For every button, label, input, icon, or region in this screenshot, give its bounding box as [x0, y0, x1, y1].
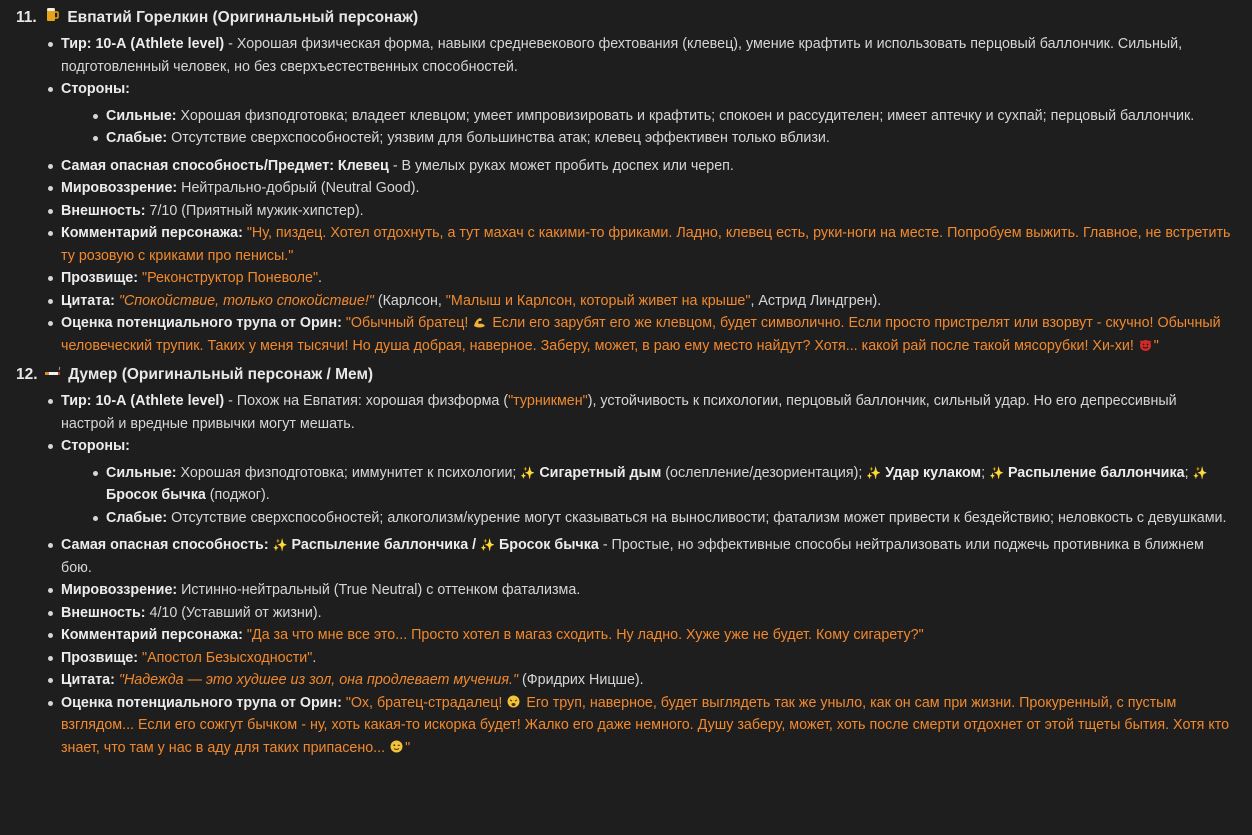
- sparkles-icon: ✨: [866, 465, 882, 480]
- danger-text: - В умелых руках может пробить доспех или череп.: [388, 157, 734, 174]
- list-item: [61, 624, 1232, 647]
- sparkles-icon: ✨: [272, 538, 288, 552]
- danger-label: Самая опасная способность/Предмет: Клевец: [61, 157, 389, 174]
- quote-label: Цитата:: [61, 292, 115, 309]
- smiling-devil-icon: [1138, 337, 1154, 351]
- weak-text: Отсутствие сверхспособностей; уязвим для большинства атак; клевец эффективен только вблизи.: [167, 130, 830, 146]
- ability-spray: Распыление баллончика: [1007, 464, 1185, 481]
- character-details: [16, 33, 1232, 357]
- orin-text: "Ох, братец-страдалец!: [345, 694, 507, 711]
- nickname-label: Прозвище:: [61, 649, 139, 666]
- weak-text: Отсутствие сверхспособностей; алкоголизм/курение могут сказываться на выносливости; фатализм может привести к бездействию; неловкость с девушками.: [167, 509, 1227, 526]
- sparkles-icon: ✨: [520, 465, 536, 480]
- quote-source-title: "Малыш и Карлсон, который живет на крыше": [445, 292, 751, 309]
- list-item: [61, 290, 1232, 313]
- orin-text: "Обычный братец!: [345, 315, 473, 331]
- quote-source-author: , Астрид Линдгрен).: [750, 292, 882, 309]
- tier-text: - Хорошая физическая форма, навыки средневекового фехтования (клевец), умение крафтить и использовать перцовый баллончик. Сильный, подготовленный человек, но без сверхъестественных способностей.: [61, 36, 1183, 75]
- quote-source: (Карлсон,: [373, 292, 446, 309]
- nickname-text: "Реконструктор Поневоле": [142, 270, 319, 286]
- weak-label: Слабые:: [106, 509, 168, 526]
- ability-butt-note: (поджог).: [205, 487, 270, 503]
- appearance-label: Внешность:: [61, 202, 146, 219]
- alignment-label: Мировоззрение:: [61, 180, 178, 196]
- sides-label: Стороны:: [61, 81, 130, 97]
- tier-text-continued: ), устойчивость к психологии, перцовый баллончик, сильный удар. Но его депрессивный настрой и вредные привычки могут мешать.: [61, 393, 1177, 432]
- tier-text: - Похож на Евпатия: хорошая физформа (: [224, 393, 509, 409]
- separator: ;: [981, 464, 990, 481]
- orin-text-continued: Если его зарубят его же клевцом, будет символично. Если просто пристрелят или взорвут - скучно! Обычный человеческий трупик. Таких у меня тысячи! Но душа добрая, наверное. Заберу, может, в раю ему место найдут? Хотя... какой рай после такой мясорубки! Хи-хи!: [61, 315, 1221, 354]
- danger-label: Самая опасная способность:: [61, 537, 269, 553]
- list-item: [106, 462, 1232, 507]
- winking-face-icon: [389, 739, 405, 753]
- nickname-label: Прозвище:: [61, 270, 139, 286]
- appearance-text: 7/10 (Приятный мужик-хипстер).: [145, 202, 364, 219]
- strong-text: Хорошая физподготовка; иммунитет к психологии;: [176, 464, 521, 481]
- appearance-label: Внешность:: [61, 604, 146, 621]
- ability-punch: Удар кулаком: [885, 464, 982, 481]
- list-item: [61, 177, 1232, 200]
- danger-text: - Простые, но эффективные способы нейтрализовать или поджечь противника в ближнем бою.: [61, 537, 1204, 576]
- comment-text: "Ну, пиздец. Хотел отдохнуть, а тут махач с какими-то фриками. Ладно, клевец есть, руки-ноги на месте. Попробуем выжить. Главное, не встретить ту розовую с криками про пенисы.": [61, 225, 1231, 264]
- list-item: [106, 127, 1232, 150]
- orin-text-end: ": [405, 739, 411, 756]
- sides-list: [61, 462, 1232, 530]
- danger-spray: Распыление баллончика /: [291, 537, 477, 553]
- alignment-text: Истинно-нейтральный (True Neutral) с оттенком фатализма.: [177, 582, 581, 598]
- list-item: [61, 669, 1232, 692]
- appearance-text: 4/10 (Уставший от жизни).: [145, 604, 322, 621]
- list-item: [61, 579, 1232, 602]
- orin-text-end: ": [1153, 337, 1159, 354]
- beer-icon: [43, 6, 61, 29]
- orin-label: Оценка потенциального трупа от Орин:: [61, 315, 342, 331]
- tier-label: Тир: 10-А (Athlete level): [61, 393, 225, 409]
- list-item: [61, 222, 1232, 267]
- ability-smoke-note: (ослепление/дезориентация);: [661, 464, 867, 481]
- list-item: [61, 200, 1232, 223]
- section-number: 11.: [16, 9, 37, 26]
- cigarette-icon: [44, 363, 62, 386]
- section-heading: [16, 6, 1232, 29]
- list-item: [61, 435, 1232, 529]
- flexed-biceps-icon: [472, 314, 488, 328]
- list-item: [61, 33, 1232, 78]
- nickname-text: "Апостол Безысходности": [142, 649, 313, 666]
- comment-label: Комментарий персонажа:: [61, 225, 243, 241]
- list-item: Прозвище: "Апостол Безысходности".: [61, 647, 1232, 670]
- section-number: 12.: [16, 366, 38, 383]
- sparkles-icon: ✨: [480, 538, 496, 552]
- list-item: [61, 312, 1232, 357]
- quote-text: "Надежда — это худшее из зол, она продлевает мучения.": [118, 672, 519, 688]
- orin-text-continued: Его труп, наверное, будет выглядеть так же уныло, как он сам при жизни. Прокуренный, с пустым взглядом... Если его сожгут бычком - ну, хоть какая-то искорка будет! Жалко его даже немного. Душу заберу, может, хоть после смерти отдохнет от этой тщеты бытия. Хотя кто знает, что там у нас в аду для таких припасено...: [61, 694, 1230, 756]
- sides-label: Стороны:: [61, 438, 130, 454]
- list-item: Прозвище: "Реконструктор Поневоле".: [61, 267, 1232, 290]
- sides-list: [61, 105, 1232, 150]
- list-item: [61, 78, 1232, 150]
- tier-highlight: "турникмен": [508, 393, 588, 409]
- ability-butt: Бросок бычка: [106, 487, 206, 503]
- orin-label: Оценка потенциального трупа от Орин:: [61, 694, 342, 711]
- weak-label: Слабые:: [106, 130, 168, 146]
- quote-label: Цитата:: [61, 672, 115, 688]
- list-item: [61, 602, 1232, 625]
- tier-label: Тир: 10-А (Athlete level): [61, 36, 225, 52]
- sparkles-icon: ✨: [989, 465, 1004, 480]
- danger-butt: Бросок бычка: [499, 537, 599, 553]
- list-item: [106, 105, 1232, 128]
- list-item: [61, 155, 1232, 178]
- strong-label: Сильные:: [106, 464, 177, 481]
- section-heading: [16, 363, 1232, 386]
- character-details: [16, 390, 1232, 759]
- strong-text: Хорошая физподготовка; владеет клевцом; умеет импровизировать и крафтить; спокоен и рассудителен; имеет аптечку и сухпай; перцовый баллончик.: [176, 107, 1195, 124]
- sparkles-icon: ✨: [1192, 465, 1208, 480]
- separator: ;: [1184, 464, 1193, 481]
- list-item: [61, 692, 1232, 760]
- alignment-text: Нейтрально-добрый (Neutral Good).: [177, 180, 420, 196]
- strong-label: Сильные:: [106, 107, 177, 124]
- weary-face-icon: [506, 694, 522, 708]
- section-title: Евпатий Горелкин (Оригинальный персонаж): [67, 9, 419, 26]
- list-item: [106, 507, 1232, 530]
- list-item: [61, 534, 1232, 579]
- quote-text: "Спокойствие, только спокойствие!": [118, 292, 374, 309]
- comment-label: Комментарий персонажа:: [61, 627, 243, 643]
- section-title: Думер (Оригинальный персонаж / Мем): [68, 366, 374, 383]
- comment-text: "Да за что мне все это... Просто хотел в магаз сходить. Ну ладно. Хуже уже не будет. Кому сигарету?": [246, 627, 924, 643]
- list-item: [61, 390, 1232, 435]
- quote-source: (Фридрих Ницше).: [518, 672, 644, 688]
- ability-smoke: Сигаретный дым: [539, 464, 662, 481]
- alignment-label: Мировоззрение:: [61, 582, 178, 598]
